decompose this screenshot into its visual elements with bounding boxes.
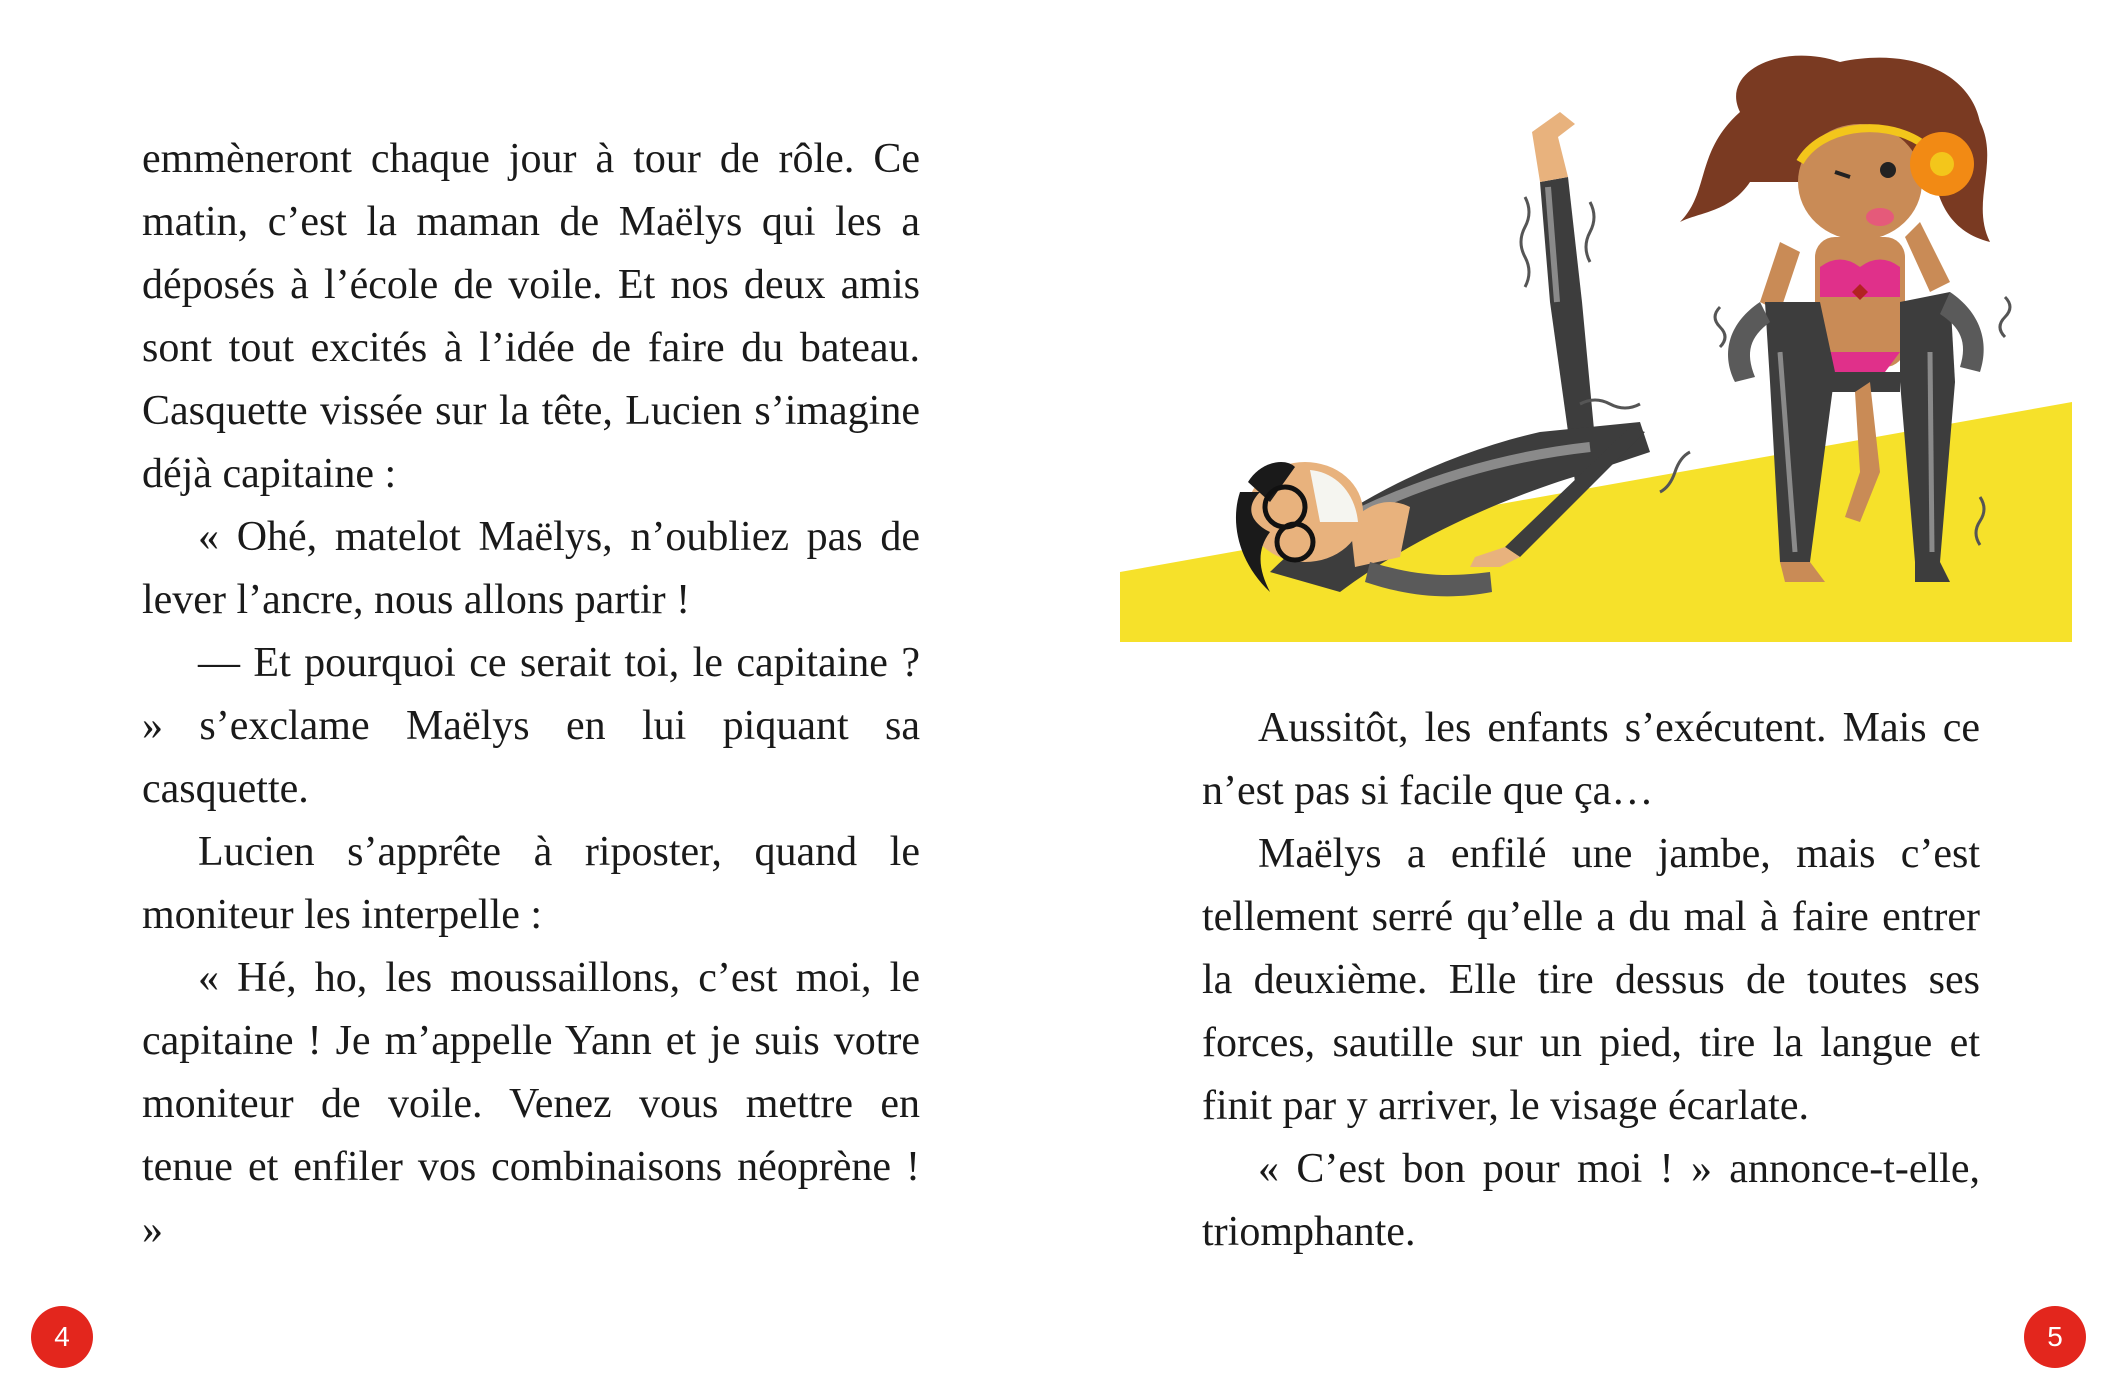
left-page-text — [142, 128, 920, 1262]
right-page — [1056, 0, 2112, 1400]
paragraph: « C’est bon pour moi ! » annonce-t-elle, triomphante. — [1202, 1146, 1980, 1255]
paragraph: emmèneront chaque jour à tour de rôle. Ce matin, c’est la maman de Maëlys qui les a déposés à l’école de voile. Et nos deux amis sont tout excités à l’idée de faire du bateau. Casquette vissée sur la tête, Lucien s’imagine déjà capitaine : — [142, 136, 920, 497]
illustration — [1120, 52, 2072, 652]
page-number-badge: 4 — [31, 1306, 93, 1368]
paragraph: « Hé, ho, les moussaillons, c’est moi, le capitaine ! Je m’appelle Yann et je suis votre moniteur de voile. Venez vous mettre en tenue et enfiler vos combinaisons néoprène ! » — [142, 955, 920, 1253]
page-number-badge: 5 — [2024, 1306, 2086, 1368]
wetsuit-illustration — [1120, 52, 2072, 652]
flower-icon — [1910, 132, 1974, 196]
boy-raised-foot — [1532, 112, 1575, 182]
paragraph: — Et pourquoi ce serait toi, le capitaine ? » s’exclame Maëlys en lui piquant sa casquette. — [142, 640, 920, 812]
paragraph: « Ohé, matelot Maëlys, n’oubliez pas de lever l’ancre, nous allons partir ! — [142, 514, 920, 623]
paragraph: Maëlys a enfilé une jambe, mais c’est tellement serré qu’elle a du mal à faire entrer la deuxième. Elle tire dessus de toutes ses forces, sautille sur un pied, tire la langue et finit par y arriver, le visage écarlate. — [1202, 831, 1980, 1129]
paragraph: Lucien s’apprête à riposter, quand le moniteur les interpelle : — [142, 829, 920, 938]
paragraph: Aussitôt, les enfants s’exécutent. Mais ce n’est pas si facile que ça… — [1202, 705, 1980, 814]
right-page-text — [1202, 697, 1980, 1264]
